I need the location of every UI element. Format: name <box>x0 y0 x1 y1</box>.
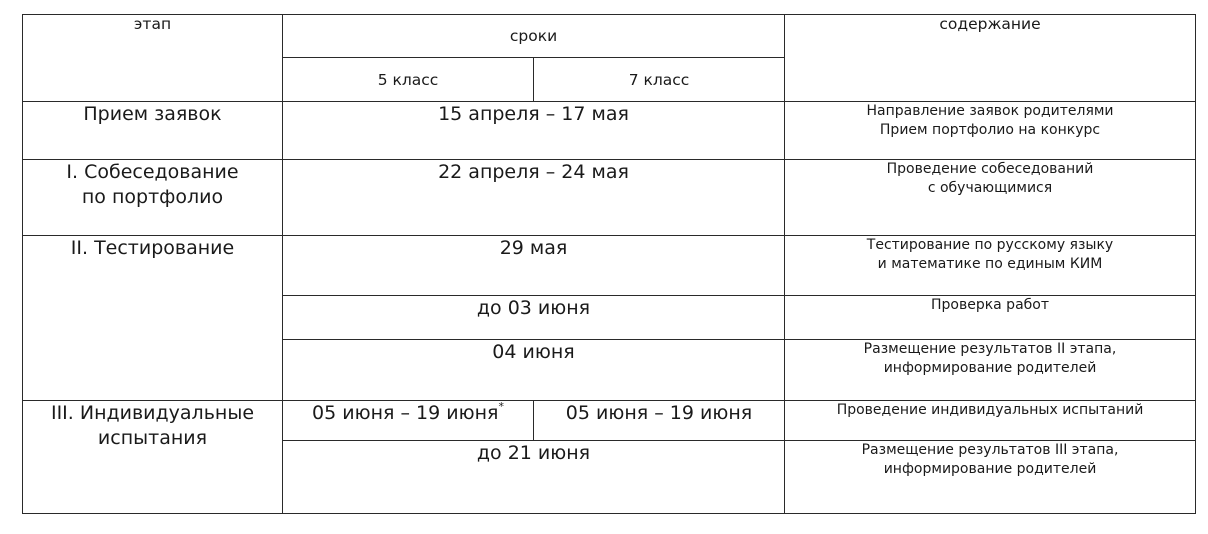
date-cell: 15 апреля – 17 мая <box>283 102 785 160</box>
stage-cell <box>23 236 283 401</box>
stage-cell <box>23 102 283 160</box>
table-row <box>23 102 1196 160</box>
content-text: Размещение результатов III этапа, <box>861 442 1119 458</box>
content-text: Тестирование по русскому языку <box>866 237 1114 253</box>
header-grade-7: 7 класс <box>534 58 785 102</box>
content-cell <box>785 102 1196 160</box>
header-content: содержание <box>785 15 1196 102</box>
header-row <box>23 15 1196 58</box>
date-cell-grade-7: 05 июня – 19 июня <box>534 401 785 441</box>
date-cell-grade-5 <box>283 401 534 441</box>
date-cell: 29 мая <box>283 236 785 296</box>
stage-cell <box>23 160 283 236</box>
stage-text: Прием заявок <box>83 103 222 125</box>
header-grade-5: 5 класс <box>283 58 534 102</box>
admission-schedule-table <box>22 14 1196 514</box>
date-cell: до 21 июня <box>283 441 785 514</box>
content-cell <box>785 401 1196 441</box>
header-stage: этап <box>23 15 283 102</box>
content-text: Проведение индивидуальных испытаний <box>836 402 1144 418</box>
content-text: с обучающимися <box>927 180 1053 196</box>
content-text: и математике по единым КИМ <box>877 256 1103 272</box>
date-cell: 04 июня <box>283 340 785 401</box>
content-cell <box>785 236 1196 296</box>
content-cell <box>785 340 1196 401</box>
content-text: Размещение результатов II этапа, <box>863 341 1117 357</box>
date-cell: до 03 июня <box>283 296 785 340</box>
content-text: информирование родителей <box>883 461 1097 477</box>
table-row <box>23 401 1196 441</box>
stage-text: испытания <box>97 427 208 449</box>
stage-text: II. Тестирование <box>70 237 235 259</box>
content-text: информирование родителей <box>883 360 1097 376</box>
content-text: Проверка работ <box>930 297 1050 313</box>
table-row <box>23 160 1196 236</box>
table-row <box>23 236 1196 296</box>
content-cell <box>785 160 1196 236</box>
date-text: 05 июня – 19 июня <box>312 402 499 424</box>
content-cell <box>785 441 1196 514</box>
date-cell: 22 апреля – 24 мая <box>283 160 785 236</box>
content-text: Направление заявок родителями <box>866 103 1114 119</box>
stage-text: III. Индивидуальные <box>50 402 255 424</box>
stage-text: I. Собеседование <box>66 161 239 183</box>
content-text: Прием портфолио на конкурс <box>879 122 1101 138</box>
stage-text: по портфолио <box>81 186 224 208</box>
content-cell <box>785 296 1196 340</box>
footnote-mark: * <box>498 400 504 413</box>
content-text: Проведение собеседований <box>886 161 1094 177</box>
header-terms: сроки <box>283 15 785 58</box>
stage-cell <box>23 401 283 514</box>
